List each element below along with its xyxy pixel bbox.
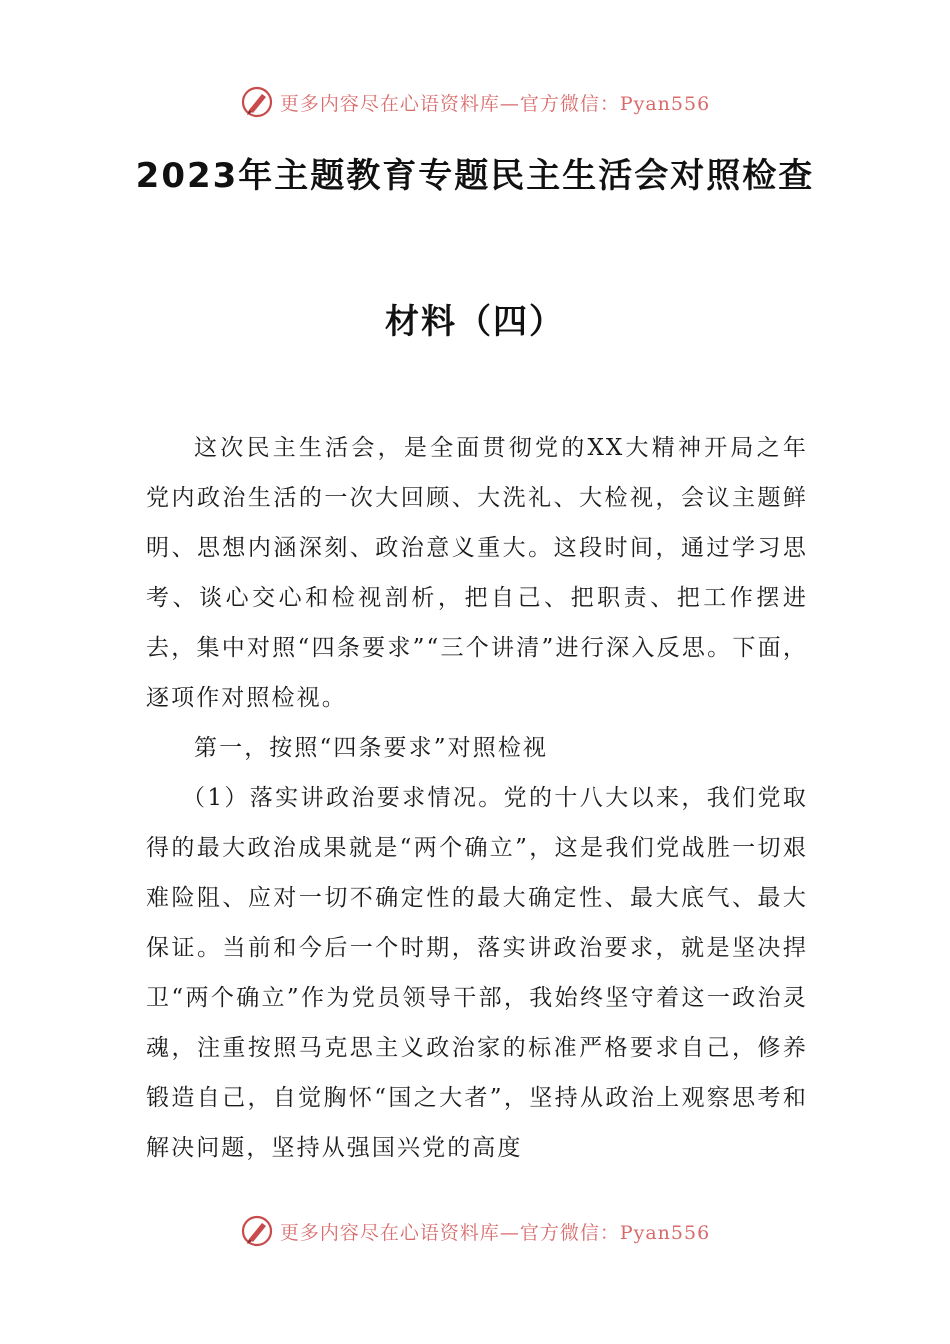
paragraph-item-1: （1）落实讲政治要求情况。党的十八大以来，我们党取得的最大政治成果就是“两个确立”，这是我们党战胜一切艰难险阻、应对一切不确定性的最大确定性、最大底气、最大保证。当前和今后一个时期，落实讲政治要求，就是坚决捍卫“两个确立”作为党员领导干部，我始终坚守着这一政治灵魂，注重按照马克思主义政治家的标准严格要求自己，修养锻造自己，自觉胸怀“国之大者”，坚持从政治上观察思考和解决问题，坚持从强国兴党的高度 xyxy=(146,785,808,1161)
section-heading: 第一，按照“四条要求”对照检视 xyxy=(194,735,549,761)
watermark-text: 更多内容尽在心语资料库—官方微信：Pyan556 xyxy=(279,92,711,115)
watermark-text: 更多内容尽在心语资料库—官方微信：Pyan556 xyxy=(279,1221,711,1244)
watermark-footer xyxy=(0,1209,950,1253)
document-body xyxy=(146,423,808,1173)
document-title-line2: 材料（四） xyxy=(385,302,565,342)
document-title-line1: 2023年主题教育专题民主生活会对照检查 xyxy=(135,156,815,196)
pen-logo-icon xyxy=(240,1214,274,1248)
pen-logo-icon xyxy=(240,85,274,119)
watermark-header xyxy=(0,80,950,124)
paragraph-intro: 这次民主生活会，是全面贯彻党的XX大精神开局之年党内政治生活的一次大回顾、大洗礼、大检视，会议主题鲜明、思想内涵深刻、政治意义重大。这段时间，通过学习思考、谈心交心和检视剖析，把自己、把职责、把工作摆进去，集中对照“四条要求”“三个讲清”进行深入反思。下面，逐项作对照检视。 xyxy=(146,435,808,711)
